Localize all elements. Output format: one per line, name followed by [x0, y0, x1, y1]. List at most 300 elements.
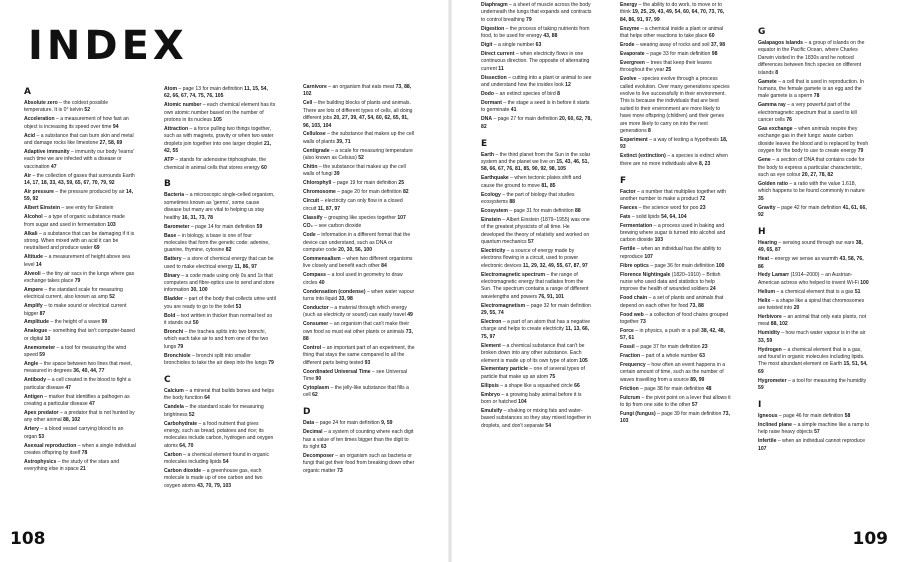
index-definition: – part of a whole number [640, 353, 700, 360]
index-page-refs: 59 [39, 352, 45, 359]
index-entry [24, 100, 136, 115]
index-term: Alcohol [24, 214, 43, 221]
index-definition: – a species is extinct when there are no more individuals alive [620, 153, 728, 167]
index-definition: – a force pulling two things together, such as with magnets, gravity or when two water droplets join together into one larger droplet [164, 126, 274, 147]
index-term: Data [303, 420, 315, 427]
index-entry [620, 2, 732, 24]
index-entry [758, 298, 870, 313]
index-entry [620, 344, 732, 351]
index-entry [303, 215, 415, 222]
index-entry [481, 116, 593, 131]
index-page-refs: 90 [315, 376, 322, 383]
index-entry [24, 149, 136, 171]
index-entry [620, 386, 732, 393]
index-entry [164, 296, 276, 311]
right-page-number: 109 [852, 529, 888, 549]
index-entry [481, 100, 593, 115]
index-entry [758, 378, 870, 393]
index-term: Carbon dioxide [164, 467, 202, 474]
index-entry [620, 328, 732, 343]
index-definition: – a scale for measuring temperature (also known as Celsius) [303, 147, 413, 162]
index-definition: – a collection of food chains grouped together [620, 311, 729, 326]
index-entry [24, 205, 136, 212]
index-term: Ellipsis [481, 382, 499, 389]
index-definition: – see Universal Time [303, 368, 408, 383]
index-page-refs: 47 [89, 401, 95, 408]
index-page-refs: 18, 93 [620, 136, 728, 151]
index-definition: – a part of an atom that has a negative charge and helps to create electricity [481, 319, 591, 333]
index-page-refs: 79 [74, 277, 81, 284]
section-letter: A [24, 87, 31, 97]
index-page-refs: 82 [402, 189, 409, 196]
index-term: Diaphragm [481, 2, 508, 8]
index-definition: – when an individual cannot reproduce [776, 438, 866, 445]
index-page-refs: 94 [112, 123, 119, 130]
index-entry [620, 246, 732, 261]
index-definition: – each chemical element has its own atomic number based on the number of protons in its nucleus [164, 102, 276, 124]
index-entry [24, 426, 136, 441]
index-page-refs: 93 [364, 359, 371, 366]
section-letter: B [164, 179, 171, 190]
index-page-refs: 99 [101, 319, 108, 326]
index-entry [481, 217, 593, 247]
index-term: Experiment [620, 136, 648, 143]
index-page-refs: 30, 100 [190, 287, 208, 294]
index-entry [164, 313, 276, 328]
index-definition: – when water vapour turns into liquid [303, 288, 415, 303]
index-page-refs: 39, 71 [336, 138, 351, 145]
index-entry [481, 192, 593, 207]
index-term: Electricity [481, 247, 506, 254]
index-entry [481, 383, 593, 390]
index-column-6 [758, 26, 870, 526]
index-page-refs: 54, 64, 104 [661, 213, 687, 220]
index-entry [164, 468, 276, 490]
index-entry [481, 392, 593, 407]
index-column-2 [164, 86, 276, 526]
index-term: Humidity [758, 330, 780, 337]
index-definition: – a single number [492, 42, 536, 49]
index-term: Condensation (condense) [303, 288, 366, 295]
index-page-refs: 20, 60, 62, 78, 82 [481, 116, 592, 130]
index-entry [481, 343, 593, 365]
index-definition: – the substance that makes up the cell walls of fungi [303, 164, 406, 178]
index-term: Food web [620, 311, 644, 318]
index-term: Cellulose [303, 131, 326, 138]
index-entry [303, 223, 415, 230]
index-page-refs: 81, 85 [541, 182, 556, 189]
index-term: Decimal [303, 429, 323, 436]
index-term: Evaporate [620, 50, 645, 57]
index-entry [164, 256, 276, 271]
index-entry [758, 330, 870, 345]
index-page-refs: 58 [844, 413, 851, 420]
index-definition: – an organism such as bacteria or fungi that get their food from breaking down other organic matter [303, 452, 415, 474]
index-entry [481, 408, 593, 430]
index-page-refs: 79 [857, 148, 864, 155]
index-entry [164, 404, 276, 419]
index-term: Florence Nightingale [620, 271, 671, 278]
index-term: Extinct (extinction) [620, 153, 666, 160]
index-definition: – when an individual has the ability to reproduce [620, 246, 722, 260]
index-term: Attraction [164, 126, 189, 133]
index-page-refs: 64 [204, 395, 210, 402]
index-entry [303, 305, 415, 320]
index-page-refs: 88 [575, 207, 581, 214]
index-entry [481, 26, 593, 41]
index-definition: – a type of organic substance made from sugar and used in fermentation [24, 214, 125, 228]
index-entry [164, 388, 276, 403]
index-page-refs: 24 [710, 286, 716, 293]
index-entry [24, 328, 136, 343]
index-definition: – the collection of gases that surrounds Earth [31, 172, 135, 179]
index-term: Alkali [24, 230, 38, 237]
index-page-refs: 84 [381, 263, 387, 270]
index-term: Dissection [481, 74, 507, 81]
index-page-refs: 15, 51, 54, 69 [758, 361, 868, 375]
index-term: Hydrogen [758, 346, 782, 353]
index-definition: – a process used in baking and brewing where sugar is turned into alcohol and carbon dioxide [620, 222, 726, 244]
index-page-refs: 107 [644, 253, 653, 260]
index-entry [481, 303, 593, 318]
index-term: Emulsify [481, 408, 503, 414]
index-definition: – a shape like a squashed circle [498, 382, 575, 389]
index-term: Control [303, 345, 322, 351]
index-entry [620, 263, 732, 270]
index-page-refs: 48 [705, 385, 712, 392]
index-term: Force [620, 327, 634, 334]
index-term: Bold [164, 312, 176, 319]
index-entry [303, 289, 415, 304]
index-entry [758, 102, 870, 124]
index-definition: – a mineral that builds bones and helps the body function [164, 387, 274, 402]
index-page-refs: 50 [192, 319, 199, 326]
index-definition: – the process of taking nutrients from food, to be used for energy [481, 25, 590, 40]
index-entry [620, 353, 732, 360]
index-page-refs: 20, 27, 39, 47, 54, 60, 62, 65, 91, 96, 103, 104 [303, 115, 409, 129]
index-entry [620, 205, 732, 212]
index-definition: – a tool for measuring the wind speed [24, 344, 127, 359]
index-page-refs: 73, 103 [620, 411, 730, 425]
index-page-refs: 11, 13, 66, 75, 97 [481, 326, 590, 340]
index-page-refs: 60 [261, 164, 267, 171]
index-definition: – in biology, a base is one of four molecules that form the genetic code: adenine, guanine, thymine, cytosine [164, 232, 270, 254]
index-definition: – marker that identifies a pathogen as creating a particular disease [24, 393, 130, 408]
index-entry [164, 421, 276, 451]
index-page-refs: 78 [81, 449, 88, 456]
index-definition: – stands for adenosine triphosphate, the chemical in animal cells that stores energy [164, 157, 267, 171]
index-page-refs: 33, 59 [758, 337, 773, 344]
index-entry [24, 361, 136, 376]
index-definition: – when two different organisms live closely and benefit each other [303, 256, 413, 270]
index-definition: – a substance that can be damaging if it is strong. When mixed with an acid it can be neutralised and produce water [24, 230, 135, 252]
index-page-refs: 73 [336, 467, 343, 474]
index-term: Gas exchange [758, 125, 793, 132]
index-entry [24, 345, 136, 360]
index-definition: – electricity can only flow in a closed circuit [303, 198, 403, 212]
index-page-refs: 10 [44, 335, 51, 342]
index-definition: – page 42 for main definition [775, 204, 843, 211]
index-term: Battery [164, 256, 182, 263]
index-term: Ecosystem [481, 207, 508, 214]
index-page-refs: 73, 88 [689, 302, 704, 309]
index-definition: – grouping like species together [322, 214, 398, 221]
index-entry [303, 84, 415, 99]
index-definition: – the pivot point on a lever that allows it to tip from one side to the other [620, 394, 731, 409]
section-letter: E [481, 138, 488, 149]
index-term: Fats [620, 213, 631, 220]
index-term: Electromagnetic spectrum [481, 271, 545, 278]
index-definition: – the tiny air sacs in the lungs where gas exchange takes place [24, 270, 135, 284]
index-term: Carbon [164, 451, 182, 458]
index-definition: – a store of chemical energy that can be used to make electrical energy [164, 256, 274, 270]
index-definition: – a shape like a spiral that chromosomes are twisted into [758, 297, 865, 312]
index-page-refs: 49 [407, 312, 413, 319]
index-page-refs: 107 [758, 445, 767, 452]
index-definition: – a chemical element that is a gas, and found in organic molecules including lipids. The most abundant element on Earth [758, 346, 865, 368]
index-entry [481, 248, 593, 270]
index-term: Antigen [24, 393, 43, 400]
index-term: Fossil [620, 344, 635, 351]
index-definition: – a material through which energy (such as electricity or sound) can easily travel [303, 304, 408, 319]
index-entry [164, 157, 276, 172]
index-term: Digestion [481, 25, 505, 32]
index-entry [620, 42, 732, 49]
index-definition: – a set of plants and animals that depend on each other for food [620, 295, 724, 309]
index-page-refs: 88 [509, 198, 515, 205]
index-page-refs: 43, 88 [543, 33, 558, 40]
index-term: Friction [620, 385, 639, 392]
index-page-refs: 20, 30, 56, 100 [338, 247, 373, 254]
index-entry [758, 181, 870, 203]
index-page-refs: 62 [312, 392, 318, 399]
index-page-refs: 11, 87, 97 [317, 205, 341, 212]
index-definition: – a system of counting where each digit has a value of ten times bigger than the digit to its right [303, 429, 414, 451]
index-term: Amplify [24, 303, 43, 310]
index-entry [620, 312, 732, 327]
index-term: Heat [758, 256, 770, 263]
index-entry [481, 91, 593, 98]
index-definition: – cutting into a plant or animal to see and understand how the insides look [481, 74, 592, 89]
index-entry [481, 175, 593, 190]
index-entry [620, 60, 732, 75]
index-term: Astrophysics [24, 458, 57, 465]
index-term: Bronchi [164, 328, 184, 335]
index-entry [758, 205, 870, 220]
index-term: Evergreen [620, 59, 645, 66]
index-definition: – a chemical element that is a gas [774, 288, 855, 295]
index-entry [620, 295, 732, 310]
index-page-refs: 73, 88, 102 [303, 84, 412, 98]
index-definition: – how often an event happens in a certain amount of time, such as the number of waves travelling from a source [620, 362, 726, 383]
index-page-refs: 69 [93, 245, 100, 252]
index-page-refs: 89, 99 [690, 376, 705, 383]
index-page-refs: 53 [235, 303, 242, 310]
index-definition: – a source of energy made by electrons flowing in a circuit, used to power electronic devices [481, 247, 579, 269]
index-definition: – a cell created in the blood to fight a particular disease [24, 377, 131, 391]
index-term: Energy [620, 2, 638, 8]
index-page-refs: 66 [574, 382, 580, 389]
index-definition: – bronchi split into smaller bronchioles to take the air deep into the lungs [164, 352, 269, 366]
index-entry [620, 137, 732, 152]
index-page-refs: 104 [518, 399, 527, 406]
index-term: Compass [303, 272, 326, 279]
index-entry [164, 353, 276, 368]
index-term: Bladder [164, 296, 183, 303]
index-definition: – a measurement of height above sea level [24, 254, 130, 268]
index-entry [758, 272, 870, 287]
index-term: Electromagnetism [481, 302, 526, 309]
index-entry [24, 214, 136, 229]
section-letter: C [164, 374, 171, 385]
index-entry [481, 366, 593, 381]
index-definition: – the jelly-like substance that fills a cell [303, 385, 409, 399]
index-term: Element [481, 342, 501, 349]
index-entry [620, 223, 732, 245]
index-entry [303, 148, 415, 163]
index-definition: – a tool for measuring the humidity [786, 377, 867, 384]
index-term: Calcium [164, 387, 184, 394]
index-page-refs: 79 [526, 16, 532, 23]
index-page-refs: 38, 42, 48, 57, 61 [620, 327, 726, 342]
index-entry [758, 314, 870, 329]
index-definition: – how much water vapour is in the air [779, 330, 866, 337]
index-term: Golden ratio [758, 180, 788, 187]
index-definition: – page 31 for main definition [507, 207, 576, 214]
index-page-refs: 37, 98 [710, 42, 726, 49]
index-term: Artery [24, 426, 40, 433]
index-term: Air [24, 172, 32, 179]
index-page-refs: 41 [510, 107, 517, 114]
index-page-refs: 105 [213, 117, 222, 124]
index-term: Einstein [481, 216, 501, 223]
index-definition: – the stage a seed is in before it starts to germinate [481, 99, 590, 114]
index-definition: – the part of biology that studies ecosystems [481, 191, 575, 205]
index-term: Absolute zero [24, 100, 58, 106]
index-page-refs: 73, 88 [303, 328, 413, 343]
index-entry [24, 173, 136, 188]
index-entry [620, 153, 732, 168]
index-term: Angle [24, 361, 39, 367]
index-definition: – when animals respire they exchange gas in their lungs: waste carbon dioxide leaves the blood and is replaced by fresh oxygen for the body to use to create energy [758, 125, 869, 155]
index-definition: – a very powerful part of the electromagnetic spectrum that is used to kill cancer cells [758, 102, 857, 124]
index-page-refs: 78 [813, 93, 820, 100]
index-entry [620, 362, 732, 384]
index-page-refs: 8 [775, 69, 779, 76]
index-definition: – page 39 for main definition [655, 411, 723, 417]
index-definition: – the ability to do work, to move or to think [620, 2, 722, 16]
index-term: Herbivore [758, 314, 782, 320]
index-definition: – a way of testing a hypothesis [647, 136, 721, 143]
index-definition: – the space between two lines that meet, measured in degrees [24, 361, 132, 375]
index-definition: – solid lipids [630, 213, 662, 220]
index-term: Acid [24, 132, 36, 139]
section-letter: H [758, 226, 766, 237]
index-term: Elementary particle [481, 366, 528, 373]
index-entry [164, 233, 276, 255]
index-page-refs: 9, 59 [381, 420, 393, 427]
index-entry [24, 443, 136, 458]
index-entry [24, 303, 136, 318]
index-term: Binary [164, 272, 180, 279]
index-definition: – the range of electromagnetic energy that radiates from the Sun. The spectrum contains a range of different wavelengths and powers [481, 271, 589, 300]
index-page-refs: 57 [691, 402, 698, 409]
index-term: Adaptive immunity [24, 148, 70, 155]
index-column-5 [620, 2, 732, 526]
index-page-refs: 19, 25, 29, 43, 49, 54, 60, 64, 70, 73, 76, 84, 86, 91, 97, 99 [620, 9, 725, 23]
index-entry [481, 208, 593, 215]
index-page-refs: 52 [109, 294, 115, 301]
index-term: Earth [481, 151, 495, 158]
index-page-refs: 79 [177, 343, 184, 350]
index-term: Albert Einstein [24, 205, 60, 212]
section-letter: I [758, 400, 762, 411]
index-page-refs: 57 [814, 429, 820, 436]
index-page-refs: 23 [701, 344, 708, 351]
index-entry [164, 452, 276, 467]
index-definition: – species evolve through a process called evolution. Over many generations species evolve to live successfully in their environment. This is because the individuals that are best suited to their environment are more likely to have more offspring (children) and their genes are more likely to carry on into the next generations [620, 76, 730, 134]
index-entry [620, 189, 732, 204]
index-term: Atom [164, 86, 178, 92]
index-definition: – a ratio with the value 1.618, which happens to be found commonly in nature [758, 180, 865, 195]
index-term: Bronchiole [164, 352, 191, 359]
index-page-refs: 59 [256, 223, 263, 230]
index-term: Embryo [481, 391, 500, 398]
index-term: Code [303, 232, 316, 239]
index-term: Amplitude [24, 319, 49, 326]
index-entry [164, 192, 276, 222]
index-definition: – trees that keep their leaves throughout the year [620, 59, 712, 74]
index-term: Hedy Lamarr [758, 272, 790, 279]
index-definition: – see entry for Einstein [59, 205, 114, 212]
index-page-refs: 29, 55, 74 [481, 310, 504, 317]
index-page-refs: 59 [758, 385, 764, 392]
index-definition: – page 24 for main definition [314, 420, 382, 427]
index-definition: – a number that multiplies together with another number to make a product [620, 188, 726, 202]
index-entry [303, 453, 415, 475]
index-page-refs: 52 [358, 155, 364, 162]
index-term: Helium [758, 288, 775, 295]
index-term: Asexual reproduction [24, 442, 77, 449]
index-term: Chitin [303, 164, 318, 171]
index-term: Food chain [620, 295, 648, 302]
index-page-refs: 43, 70, 79, 103 [197, 482, 232, 489]
index-term: Evolve [620, 76, 637, 83]
index-definition: – energy we sense as warmth [769, 256, 840, 263]
index-entry [758, 347, 870, 377]
index-page-refs: 8 [648, 128, 651, 134]
index-definition: – a chemical substance that can't be broken down into any other substance. Each element is made up of its own type of atom [481, 342, 585, 364]
index-term: Fungi (fungus) [620, 411, 656, 417]
index-entry [164, 329, 276, 351]
index-definition: – the standard scale for measuring electrical current, also known as amp [24, 286, 123, 301]
index-term: Acceleration [24, 116, 55, 123]
index-page-refs: 54 [545, 422, 552, 429]
index-term: Classify [303, 214, 323, 221]
index-definition: – a chemical element found in organic molecules including lipids [164, 451, 270, 466]
index-page-refs: 63 [699, 353, 705, 360]
index-page-refs: 103 [107, 221, 116, 228]
index-definition: – page 37 for main definition [634, 344, 702, 351]
index-term: Carbohydrate [164, 420, 198, 427]
index-entry [303, 131, 415, 146]
index-page-refs: 35 [758, 195, 764, 202]
index-definition: – sensing sound through our ears [776, 239, 856, 246]
left-page-number: 108 [10, 529, 46, 549]
index-entry [303, 420, 415, 427]
index-term: Base [164, 232, 177, 239]
index-entry [24, 231, 136, 253]
